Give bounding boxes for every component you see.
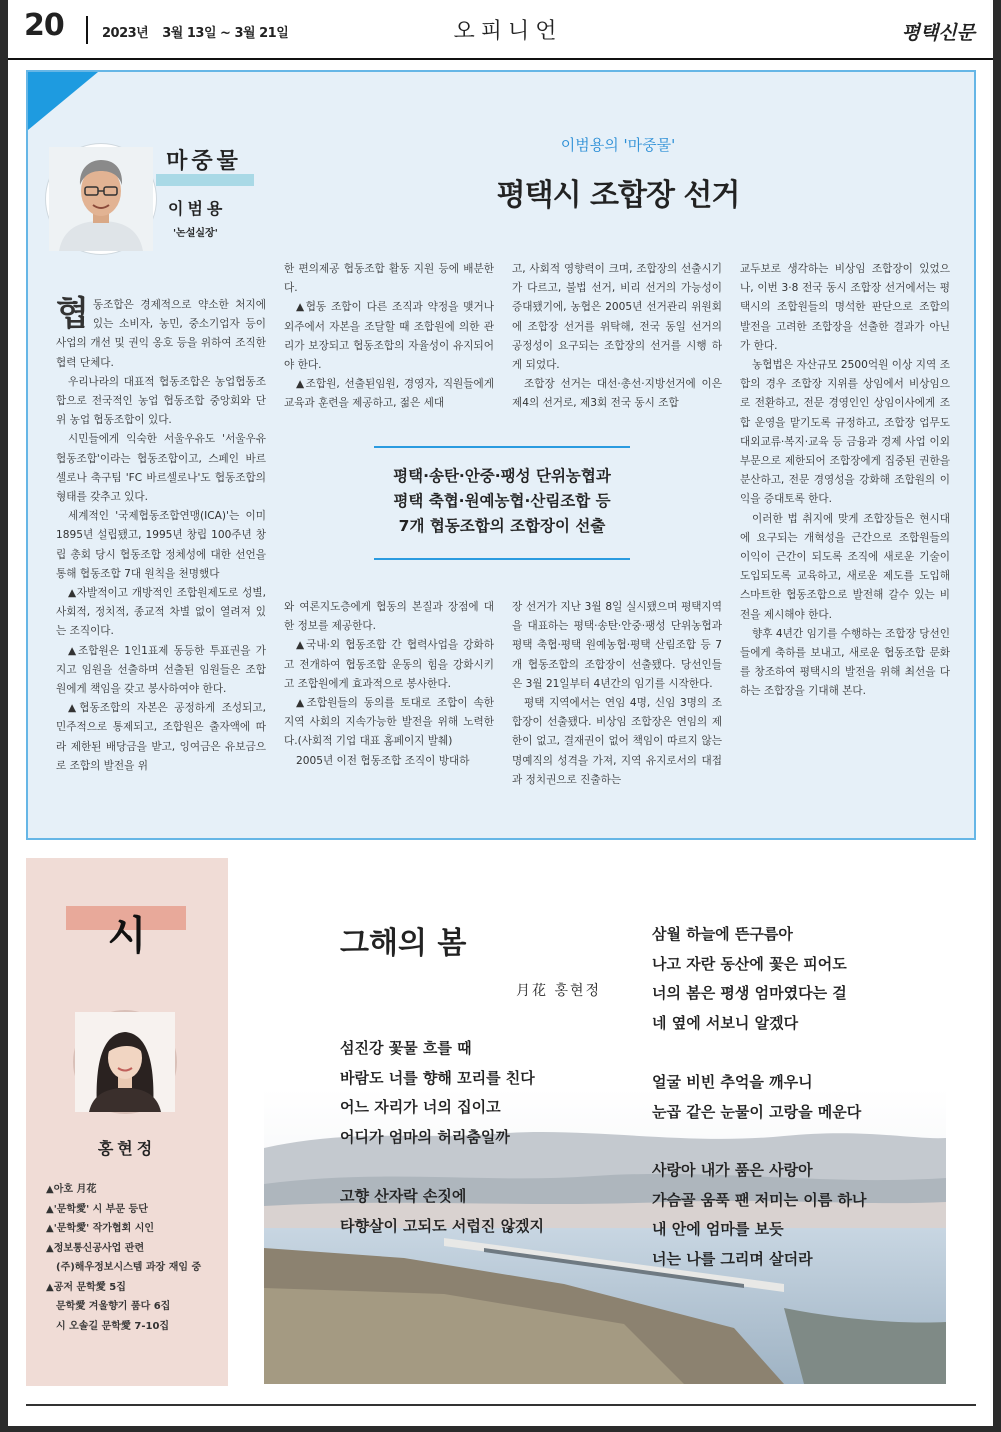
page-header	[8, 0, 993, 60]
article-paragraph: ▲조합원은 1인1표제 동등한 투표권을 가지고 임원을 선출하며 선출된 임원들은 조합원에게 책임을 갖고 봉사하여야 한다.	[56, 644, 266, 696]
poem-line: 눈곱 같은 눈물이 고랑을 메운다	[652, 1102, 862, 1121]
poem-line: 사랑아 내가 품은 사랑아	[652, 1161, 813, 1179]
poem-stanza	[652, 920, 847, 1038]
author-photo	[46, 144, 156, 254]
poem-line: 가슴골 움푹 팬 저미는 이름 하나	[652, 1190, 867, 1209]
pull-quote-line: 평택·송탄·안중·팽성 단위농협과	[393, 467, 611, 485]
poem-stanza	[652, 1156, 866, 1274]
article-paragraph: ▲자발적이고 개방적인 조합원제도로 성별, 사회적, 정치적, 종교적 차별 없이 열려져 있는 조직이다.	[56, 587, 266, 638]
article-paragraph: ▲협동조합의 자본은 공정하게 조성되고, 민주적으로 통제되고, 조합원은 출자액에 따라 제한된 배당금을 받고, 잉여금은 유보금으로 조합의 발전을 위	[56, 702, 266, 772]
dropcap: 협	[56, 294, 89, 334]
pull-quote-line: 7개 협동조합의 조합장이 선출	[398, 517, 606, 535]
article-column-2-top	[284, 260, 494, 410]
article-column-3-top	[512, 260, 722, 410]
poem-line: 어느 자리가 너의 집이고	[340, 1098, 501, 1116]
article-paragraph: 교두보로 생각하는 비상임 조합장이 있었으나, 이번 3·8 전국 동시 조합장 선거에서는 평택시의 조합원들의 명석한 판단으로 조합의 발전을 고려한 조합장을 선출한 결과가 아닌가 한다.	[740, 263, 950, 352]
pull-quote	[374, 446, 630, 560]
author-name: 이범용	[168, 199, 227, 218]
article-paragraph: 평택 지역에서는 연임 4명, 신임 3명의 조합장이 선출됐다. 비상임 조합장은 연임의 제한이 없고, 결재권이 없어 책임이 따르지 않는 명예직의 성격을 가져, 지역 유지로서의 대접과 정치권으로 진출하는	[512, 697, 722, 786]
article-paragraph: 우리나라의 대표적 협동조합은 농업협동조합으로 전국적인 농업 협동조합 중앙회와 단위 농업 협동조합이 있다.	[56, 375, 266, 427]
headline: 평택시 조합장 선거	[496, 178, 740, 213]
article-paragraph: ▲협동 조합이 다른 조직과 약정을 맺거나 외주에서 자본을 조달할 때 조합원에 의한 관리가 보장되고 협동조합의 자율성이 유지되어야 한다.	[284, 301, 494, 372]
issue-date	[102, 22, 302, 41]
pull-quote-line: 평택 축협·원예농협·산림조합 등	[393, 492, 611, 510]
section-title: 오피니언	[453, 19, 563, 44]
poem-section-label: 시	[107, 912, 147, 959]
article-paragraph: 와 여론지도층에게 협동의 본질과 장점에 대한 정보를 제공한다.	[284, 601, 494, 633]
poem-line: 너의 봄은 평생 엄마였다는 걸	[652, 984, 847, 1002]
article-paragraph: 농협법은 자산규모 2500억원 이상 지역 조합의 경우 조합장 지위를 상임에서 비상임으로 전환하고, 전문 경영인인 상임이사에게 조합 운영을 맡기도록 규정하고, 조합장 업무도 대외교류·복지·교육 등 금융과 경제 사업 이외 부문으로 제한되어 조합장에게 집중된 권한을 분산하고, 전문 경영성을 강화해 조합원의 이익을 증대토록 한다.	[740, 359, 950, 506]
opinion-column-box	[26, 70, 976, 840]
article-paragraph: 세계적인 '국제협동조합연맹(ICA)'는 이미 1895년 설립됐고, 1995년 창립 100주년 창립 총회 당시 협동조합 정체성에 대한 선언을 통해 협동조합 7대 원칙을 천명했다	[56, 510, 266, 580]
poet-sidebar	[26, 858, 228, 1386]
issue-year: 2023년	[102, 26, 149, 41]
poem-line: 고향 산자락 손짓에	[340, 1187, 467, 1205]
column-name: 마중물	[166, 149, 242, 174]
newspaper-logo: 평택신문	[901, 22, 975, 44]
article-paragraph: 고, 사회적 영향력이 크며, 조합장의 선출시기가 다르고, 불법 선거, 비리 선거의 가능성이 증대됐기에, 농협은 2005년 선거관리 위원회에 조합장 선거를 위탁해, 전국 동일 선거의 공정성이 요구되는 조합장의 선거를 시행 하게 되었다.	[512, 263, 722, 372]
article-paragraph: 이러한 법 취지에 맞게 조합장들은 현시대에 요구되는 개혁성을 근간으로 조합원들의 이익이 근간이 되도록 조직에 새로운 기술이 도입되도록 교육하고, 새로운 제도를 도입해 스마트한 협동조합으로 발전해 갈수 있는 비전을 제시해야 한다.	[740, 512, 950, 621]
poem-line: 바람도 너를 향해 꼬리를 친다	[340, 1068, 535, 1087]
poem-line: 너는 나를 그리며 살더라	[652, 1249, 813, 1268]
article-column-1	[56, 296, 266, 776]
poem-line: 어디가 엄마의 허리춤일까	[340, 1127, 510, 1146]
issue-date-range: 3월 13일 ~ 3월 21일	[162, 26, 289, 41]
article-paragraph: 한 편의제공 협동조합 활동 지원 등에 배분한다.	[284, 263, 494, 295]
corner-accent	[28, 72, 98, 130]
poem-line: 타향살이 고되도 서럽진 않겠지	[340, 1216, 545, 1235]
poem-line: 섬진강 꽃물 흐를 때	[340, 1039, 472, 1057]
column-name-underline	[156, 174, 254, 186]
poem-line: 네 옆에 서보니 알겠다	[652, 1013, 799, 1032]
bio-line: ▲아호 月花	[46, 1184, 97, 1195]
author-role: '논설실장'	[173, 228, 218, 239]
article-paragraph: 장 선거가 지난 3월 8일 실시됐으며 평택지역을 대표하는 평택·송탄·안중·팽성 단위농협과 평택 축협·평택 원예농협·평택 산림조합 등 7개 협동조합의 조합장이 선출됐다. 당선인들은 3월 21일부터 4년간의 임기를 시작한다.	[512, 601, 722, 690]
newspaper-page	[8, 0, 993, 1426]
header-divider	[86, 16, 88, 44]
article-paragraph: 시민들에게 익숙한 서울우유도 '서울우유 협동조합'이라는 협동조합이고, 스페인 바르셀로나 축구팀 'FC 바르셀로나'도 협동조합의 형태를 갖추고 있다.	[56, 433, 266, 504]
article-paragraph: ▲조합원, 선출된임원, 경영자, 직원들에게 교육과 훈련을 제공하고, 젊은 세대	[284, 378, 494, 410]
poem-title: 그해의 봄	[340, 926, 467, 961]
bio-line: 문학愛 겨울향기 품다 6집	[56, 1301, 171, 1312]
article-paragraph: 2005년 이전 협동조합 조직이 방대하	[296, 754, 470, 767]
article-paragraph: ▲조합원들의 동의를 토대로 조합이 속한 지역 사회의 지속가능한 발전을 위해 노력한다.(사회적 기업 대표 홈페이지 발췌)	[284, 697, 494, 748]
bio-line: ▲'문학愛' 시 부문 등단	[46, 1203, 148, 1215]
article-column-2-bottom	[284, 598, 494, 824]
poem-stanza	[652, 1068, 861, 1127]
bio-line: ▲'문학愛' 작가협회 시인	[46, 1223, 155, 1234]
poem-line: 삼월 하늘에 뜬구름아	[652, 925, 793, 943]
bio-line: ▲공저 문학愛 5집	[46, 1281, 126, 1293]
poem-stanza	[340, 1182, 544, 1241]
bio-line: 시 오솔길 문학愛 7-10집	[56, 1320, 170, 1332]
poem-line: 얼굴 비빈 추억을 깨우니	[652, 1073, 813, 1091]
bottom-rule	[26, 1404, 976, 1406]
article-column-4	[740, 260, 950, 760]
article-paragraph: 조합장 선거는 대선·총선·지방선거에 이은 제4의 선거로, 제3회 전국 동시 조합	[512, 378, 722, 410]
poem-byline: 月花 홍현정	[516, 983, 602, 999]
poem-line: 나고 자란 동산에 꽃은 피어도	[652, 954, 847, 973]
article-column-3-bottom	[512, 598, 722, 824]
article-paragraph: 향후 4년간 임기를 수행하는 조합장 당선인들에게 축하를 보내고, 새로운 협동조합 문화를 창조하여 평택시의 발전을 위해 최선을 다하는 조합장을 기대해 본다.	[740, 627, 950, 698]
page-number: 20	[24, 8, 64, 43]
poem-stanza	[340, 1034, 535, 1152]
column-kicker: 이범용의 '마중물'	[560, 136, 676, 154]
poet-bio	[46, 1180, 222, 1336]
bio-line: ▲정보통신공사업 관련	[46, 1242, 145, 1254]
poem-line: 내 안에 엄마를 보듯	[652, 1220, 784, 1238]
article-paragraph: ▲국내·외 협동조합 간 협력사업을 강화하고 전개하여 협동조합 운동의 힘을 강화시키고 조합원에게 효과적으로 봉사한다.	[284, 639, 494, 690]
poet-name: 홍현정	[97, 1139, 157, 1158]
bio-line: (주)해우정보시스템 과장 재임 중	[56, 1262, 202, 1273]
poet-photo	[73, 1010, 177, 1114]
article-paragraph: 협동조합은 경제적으로 약소한 처지에 있는 소비자, 농민, 중소기업자 등이 사업의 개선 및 권익 옹호 등을 위하여 조직한 협력 단체다.	[56, 294, 266, 369]
